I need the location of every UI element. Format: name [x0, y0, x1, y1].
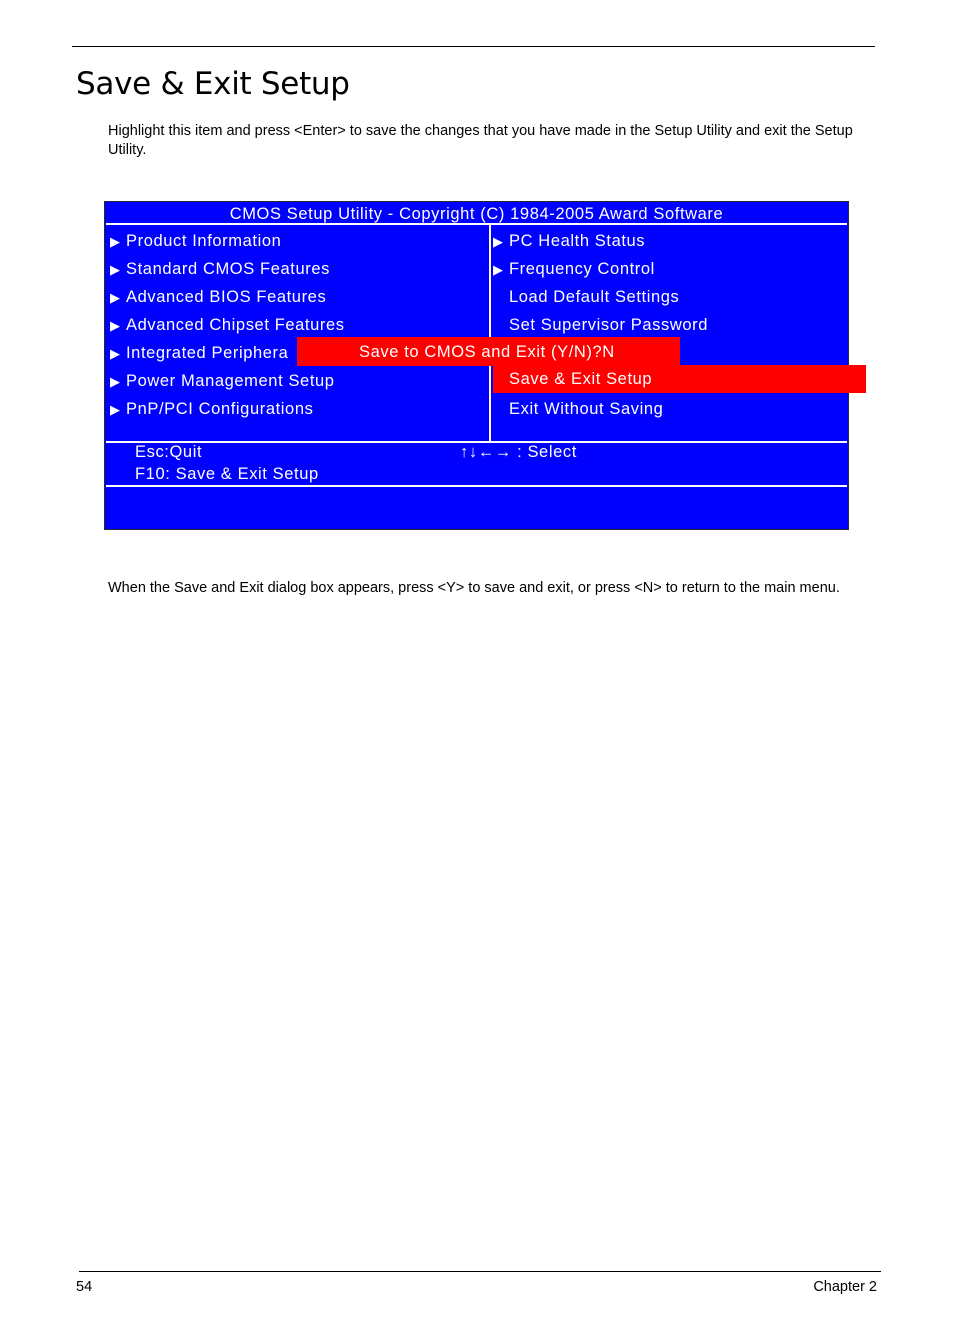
menu-item-standard-cmos-features[interactable]: [110, 255, 330, 283]
menu-item-label: PnP/PCI Configurations: [126, 400, 314, 418]
bottom-rule: [79, 1271, 881, 1272]
submenu-arrow-icon: ▶: [110, 346, 121, 361]
chapter-label: Chapter 2: [813, 1279, 877, 1295]
footer-divider-bottom: [106, 485, 847, 487]
submenu-arrow-icon: ▶: [110, 402, 121, 417]
menu-item-save-exit-setup[interactable]: [493, 365, 866, 393]
menu-item-advanced-chipset-features[interactable]: [110, 311, 345, 339]
menu-item-integrated-peripherals[interactable]: [110, 339, 288, 367]
menu-item-label: Frequency Control: [509, 260, 655, 278]
menu-item-label: Product Information: [126, 232, 282, 250]
submenu-arrow-icon: ▶: [493, 262, 504, 277]
menu-item-advanced-bios-features[interactable]: [110, 283, 326, 311]
column-divider: [489, 224, 491, 442]
menu-item-load-default-settings[interactable]: [493, 283, 679, 311]
submenu-arrow-icon: ▶: [110, 374, 121, 389]
esc-quit-hint: Esc:Quit: [135, 443, 203, 461]
header-divider: [106, 223, 847, 225]
intro-paragraph: Highlight this item and press <Enter> to save the changes that you have made in the Setup Utility and exit the Setup Utility.: [108, 123, 853, 158]
submenu-arrow-icon: ▶: [110, 318, 121, 333]
menu-item-label: Power Management Setup: [126, 372, 335, 390]
menu-item-label: Standard CMOS Features: [126, 260, 330, 278]
menu-item-frequency-control[interactable]: [493, 255, 655, 283]
submenu-arrow-icon: ▶: [110, 290, 121, 305]
menu-item-label: Load Default Settings: [509, 288, 680, 306]
dialog-prompt: Save to CMOS and Exit (Y/N)?N: [359, 343, 615, 361]
menu-item-pnp-pci-configurations[interactable]: [110, 395, 313, 423]
menu-item-set-supervisor-password[interactable]: [493, 311, 708, 339]
menu-item-label: Advanced Chipset Features: [126, 316, 345, 334]
menu-item-power-management-setup[interactable]: [110, 367, 335, 395]
menu-item-product-information[interactable]: [110, 227, 281, 255]
page-title: Save & Exit Setup: [76, 66, 350, 102]
menu-item-label: Set Supervisor Password: [509, 316, 709, 334]
menu-item-pc-health-status[interactable]: [493, 227, 645, 255]
bios-header: CMOS Setup Utility - Copyright (C) 1984-2005 Award Software: [229, 205, 724, 223]
submenu-arrow-icon: ▶: [110, 234, 121, 249]
f10-save-hint: F10: Save & Exit Setup: [135, 465, 319, 483]
top-rule: [72, 46, 875, 47]
bios-screenshot: [104, 201, 849, 530]
menu-item-label: Integrated Periphera: [126, 344, 289, 362]
menu-item-label: PC Health Status: [509, 232, 646, 250]
save-exit-dialog[interactable]: [297, 337, 680, 366]
page-number: 54: [76, 1279, 93, 1295]
select-hint: ↑↓←→ : Select: [460, 443, 577, 461]
submenu-arrow-icon: ▶: [110, 262, 121, 277]
menu-item-label: Exit Without Saving: [509, 400, 664, 418]
outro-paragraph: When the Save and Exit dialog box appears, press <Y> to save and exit, or press <N> to return to the main menu.: [108, 580, 840, 596]
menu-item-label: Save & Exit Setup: [509, 370, 653, 388]
menu-item-label: Advanced BIOS Features: [126, 288, 327, 306]
submenu-arrow-icon: ▶: [493, 234, 504, 249]
menu-item-exit-without-saving[interactable]: [493, 395, 663, 423]
